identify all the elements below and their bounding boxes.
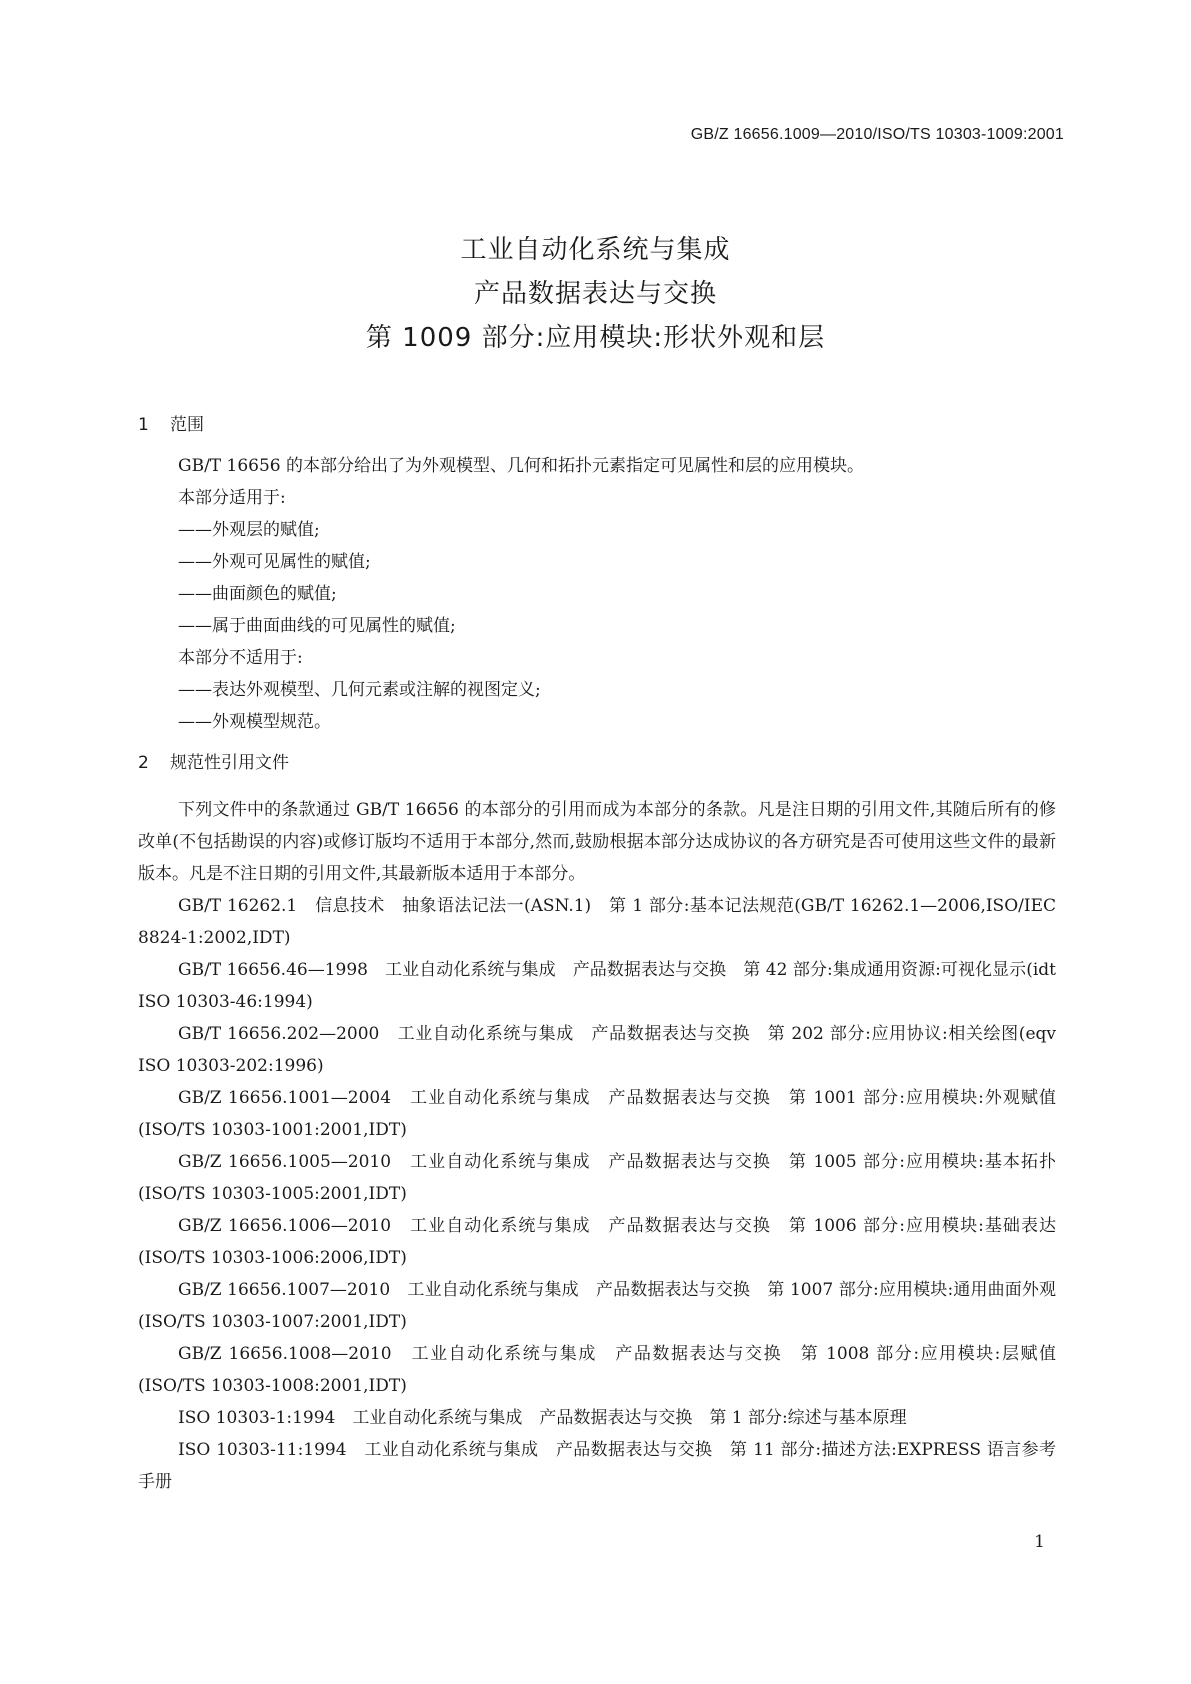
document-title	[0, 228, 1191, 360]
list-item: ——外观模型规范。	[178, 712, 331, 732]
standard-number: GB/Z 16656.1009—2010/ISO/TS 10303-1009:2001	[690, 126, 1064, 143]
section-2-heading	[138, 748, 1056, 778]
reference-item: ISO 10303-1:1994 工业自动化系统与集成 产品数据表达与交换 第 1 部分:综述与基本原理	[178, 1408, 907, 1428]
references-intro: 下列文件中的条款通过 GB/T 16656 的本部分的引用而成为本部分的条款。凡是注日期的引用文件,其随后所有的修改单(不包括勘误的内容)或修订版均不适用于本部分,然而,鼓励根据本部分达成协议的各方研究是否可使用这些文件的最新版本。凡是不注日期的引用文件,其最新版本适用于本部分。	[138, 800, 1056, 884]
reference-item: GB/T 16656.46—1998 工业自动化系统与集成 产品数据表达与交换 第 42 部分:集成通用资源:可视化显示(idt ISO 10303-46:1994)	[138, 960, 1056, 1012]
reference-item: ISO 10303-11:1994 工业自动化系统与集成 产品数据表达与交换 第 11 部分:描述方法:EXPRESS 语言参考手册	[138, 1440, 1056, 1492]
list-item: ——属于曲面曲线的可见属性的赋值;	[178, 616, 456, 636]
list-item: ——外观可见属性的赋值;	[178, 552, 371, 572]
reference-item: GB/Z 16656.1007—2010 工业自动化系统与集成 产品数据表达与交换 第 1007 部分:应用模块:通用曲面外观(ISO/TS 10303-1007:2001,IDT)	[138, 1280, 1056, 1332]
title-line-1: 工业自动化系统与集成	[460, 235, 731, 265]
section-title: 范围	[170, 415, 204, 435]
reference-item: GB/T 16656.202—2000 工业自动化系统与集成 产品数据表达与交换 第 202 部分:应用协议:相关绘图(eqv ISO 10303-202:1996)	[138, 1024, 1056, 1076]
reference-item: GB/Z 16656.1001—2004 工业自动化系统与集成 产品数据表达与交换 第 1001 部分:应用模块:外观赋值(ISO/TS 10303-1001:2001,IDT)	[138, 1088, 1056, 1140]
reference-item: GB/Z 16656.1005—2010 工业自动化系统与集成 产品数据表达与交换 第 1005 部分:应用模块:基本拓扑(ISO/TS 10303-1005:2001,IDT)	[138, 1152, 1056, 1204]
title-line-2: 产品数据表达与交换	[473, 279, 717, 309]
reference-item: GB/T 16262.1 信息技术 抽象语法记法一(ASN.1) 第 1 部分:基本记法规范(GB/T 16262.1—2006,ISO/IEC 8824-1:2002,IDT)	[138, 896, 1056, 948]
page-number: 1	[1034, 1532, 1045, 1552]
list-item: ——表达外观模型、几何元素或注解的视图定义;	[178, 680, 541, 700]
title-line-3: 第 1009 部分:应用模块:形状外观和层	[365, 323, 826, 353]
list-item: ——外观层的赋值;	[178, 520, 320, 540]
applies-label: 本部分适用于:	[178, 488, 286, 508]
reference-item: GB/Z 16656.1008—2010 工业自动化系统与集成 产品数据表达与交换 第 1008 部分:应用模块:层赋值(ISO/TS 10303-1008:2001,IDT)	[138, 1344, 1056, 1396]
section-number: 2	[138, 753, 149, 773]
section-title: 规范性引用文件	[170, 753, 289, 773]
section-1-heading	[138, 410, 1056, 440]
scope-intro: GB/T 16656 的本部分给出了为外观模型、几何和拓扑元素指定可见属性和层的应用模块。	[178, 456, 865, 476]
reference-item: GB/Z 16656.1006—2010 工业自动化系统与集成 产品数据表达与交换 第 1006 部分:应用模块:基础表达(ISO/TS 10303-1006:2006,IDT)	[138, 1216, 1056, 1268]
not-applies-label: 本部分不适用于:	[178, 648, 303, 668]
list-item: ——曲面颜色的赋值;	[178, 584, 337, 604]
section-number: 1	[138, 415, 149, 435]
document-body	[138, 410, 1056, 1498]
